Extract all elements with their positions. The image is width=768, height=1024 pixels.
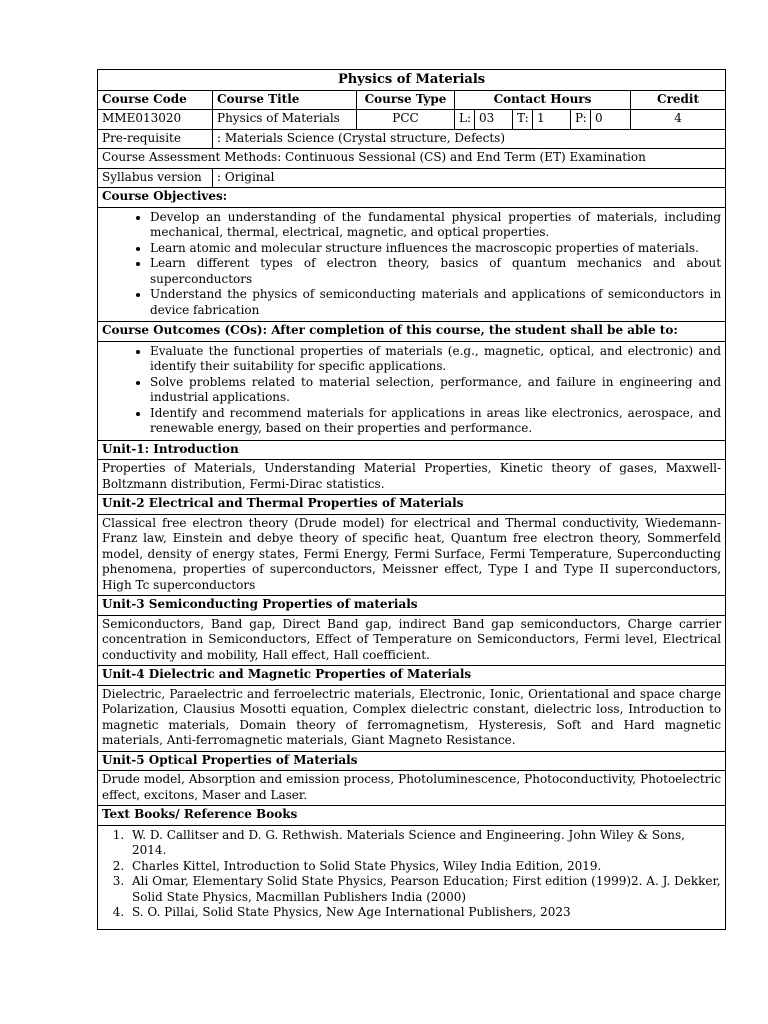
unit-5-heading-row	[98, 751, 726, 771]
header-course-type: Course Type	[357, 90, 455, 110]
book-item: 4. S. O. Pillai, Solid State Physics, New Age International Publishers, 2023	[128, 905, 721, 921]
unit-1-heading: Unit-1: Introduction	[98, 440, 726, 460]
lecture-value: 03	[475, 110, 513, 130]
unit-2-body-row	[98, 514, 726, 596]
book-item: 2. Charles Kittel, Introduction to Solid State Physics, Wiley India Edition, 2019.	[128, 859, 721, 875]
unit-4-heading-row	[98, 666, 726, 686]
book-item: 1. W. D. Callitser and D. G. Rethwish. Materials Science and Engineering. John Wiley & Sons, 2014.	[128, 828, 721, 859]
syllabus-version-row	[98, 168, 726, 188]
course-type-value: PCC	[357, 110, 455, 130]
unit-5-body-row	[98, 771, 726, 806]
books-list	[102, 828, 721, 921]
objectives-body	[98, 207, 726, 322]
practical-value: 0	[591, 110, 631, 130]
outcome-item: • Evaluate the functional properties of materials (e.g., magnetic, optical, and electronic) and identify their suitability for specific applications.	[150, 344, 721, 375]
outcomes-heading-row	[98, 322, 726, 342]
books-heading-row	[98, 806, 726, 826]
syllabus-table	[97, 69, 726, 930]
header-row	[98, 90, 726, 110]
assessment-text: Course Assessment Methods: Continuous Sessional (CS) and End Term (ET) Examination	[98, 149, 726, 169]
syllabus-version-label: Syllabus version	[98, 168, 213, 188]
unit-5-body: Drude model, Absorption and emission process, Photoluminescence, Photoconductivity, Photoelectric effect, excitons, Maser and Laser.	[98, 771, 726, 806]
unit-5-heading: Unit-5 Optical Properties of Materials	[98, 751, 726, 771]
course-code-value: MME013020	[98, 110, 213, 130]
course-title-heading: Physics of Materials	[98, 70, 726, 91]
objective-item: • Learn different types of electron theory, basics of quantum mechanics and about superconductors	[150, 256, 721, 287]
course-title-value: Physics of Materials	[213, 110, 357, 130]
objectives-heading-row	[98, 188, 726, 208]
header-course-title: Course Title	[213, 90, 357, 110]
objective-item: • Understand the physics of semiconducting materials and applications of semiconductors in device fabrication	[150, 287, 721, 318]
outcomes-body-row	[98, 341, 726, 440]
objective-item: • Learn atomic and molecular structure influences the macroscopic properties of materials.	[150, 241, 721, 257]
objectives-body-row	[98, 207, 726, 322]
books-heading: Text Books/ Reference Books	[98, 806, 726, 826]
assessment-row	[98, 149, 726, 169]
books-body	[98, 825, 726, 929]
outcomes-body	[98, 341, 726, 440]
unit-1-heading-row	[98, 440, 726, 460]
syllabus-page	[97, 69, 725, 930]
unit-2-body: Classical free electron theory (Drude model) for electrical and Thermal conductivity, Wiedemann-Franz law, Einstein and debye theory of specific heat, Quantum free electron theory, Sommerfeld model, density of energy states, Fermi Energy, Fermi Surface, Fermi Temperature, Superconducting phenomena, properties of superconductors, Meissner effect, Type I and Type II superconductors, High Tc superconductors	[98, 514, 726, 596]
header-contact-hours: Contact Hours	[455, 90, 631, 110]
tutorial-label: T:	[513, 110, 533, 130]
unit-3-heading-row	[98, 596, 726, 616]
objectives-list	[102, 210, 721, 319]
course-info-row	[98, 110, 726, 130]
outcome-item: • Identify and recommend materials for applications in areas like electronics, aerospace, and renewable energy, based on their properties and performance.	[150, 406, 721, 437]
book-item: 3. Ali Omar, Elementary Solid State Physics, Pearson Education; First edition (1999)2. A. J. Dekker, Solid State Physics, Macmillan Publishers India (2000)	[128, 874, 721, 905]
unit-3-heading: Unit-3 Semiconducting Properties of materials	[98, 596, 726, 616]
unit-3-body: Semiconductors, Band gap, Direct Band gap, indirect Band gap semiconductors, Charge carrier concentration in Semiconductors, Effect of Temperature on Semiconductors, Fermi level, Electrical conductivity and mobility, Hall effect, Hall coefficient.	[98, 615, 726, 666]
unit-1-body: Properties of Materials, Understanding Material Properties, Kinetic theory of gases, Maxwell-Boltzmann distribution, Fermi-Dirac statistics.	[98, 460, 726, 495]
prerequisite-label: Pre-requisite	[98, 129, 213, 149]
unit-4-body: Dielectric, Paraelectric and ferroelectric materials, Electronic, Ionic, Orientational and space charge Polarization, Clausius Mosotti equation, Complex dielectric constant, dielectric loss, Introduction to magnetic materials, Domain theory of ferromagnetism, Hysteresis, Soft and Hard magnetic materials, Anti-ferromagnetic materials, Giant Magneto Resistance.	[98, 685, 726, 751]
prerequisite-row	[98, 129, 726, 149]
books-body-row	[98, 825, 726, 929]
header-credit: Credit	[631, 90, 726, 110]
outcome-item: • Solve problems related to material selection, performance, and failure in engineering and industrial applications.	[150, 375, 721, 406]
lecture-label: L:	[455, 110, 475, 130]
outcomes-list	[102, 344, 721, 437]
unit-4-heading: Unit-4 Dielectric and Magnetic Properties of Materials	[98, 666, 726, 686]
tutorial-value: 1	[533, 110, 571, 130]
unit-3-body-row	[98, 615, 726, 666]
prerequisite-value: : Materials Science (Crystal structure, Defects)	[213, 129, 726, 149]
credit-value: 4	[631, 110, 726, 130]
unit-2-heading-row	[98, 495, 726, 515]
unit-4-body-row	[98, 685, 726, 751]
syllabus-version-value: : Original	[213, 168, 726, 188]
header-course-code: Course Code	[98, 90, 213, 110]
objective-item: • Develop an understanding of the fundamental physical properties of materials, including mechanical, thermal, electrical, magnetic, and optical properties.	[150, 210, 721, 241]
unit-2-heading: Unit-2 Electrical and Thermal Properties of Materials	[98, 495, 726, 515]
objectives-heading: Course Objectives:	[98, 188, 726, 208]
practical-label: P:	[571, 110, 591, 130]
title-row	[98, 70, 726, 91]
unit-1-body-row	[98, 460, 726, 495]
outcomes-heading: Course Outcomes (COs): After completion of this course, the student shall be able to:	[98, 322, 726, 342]
